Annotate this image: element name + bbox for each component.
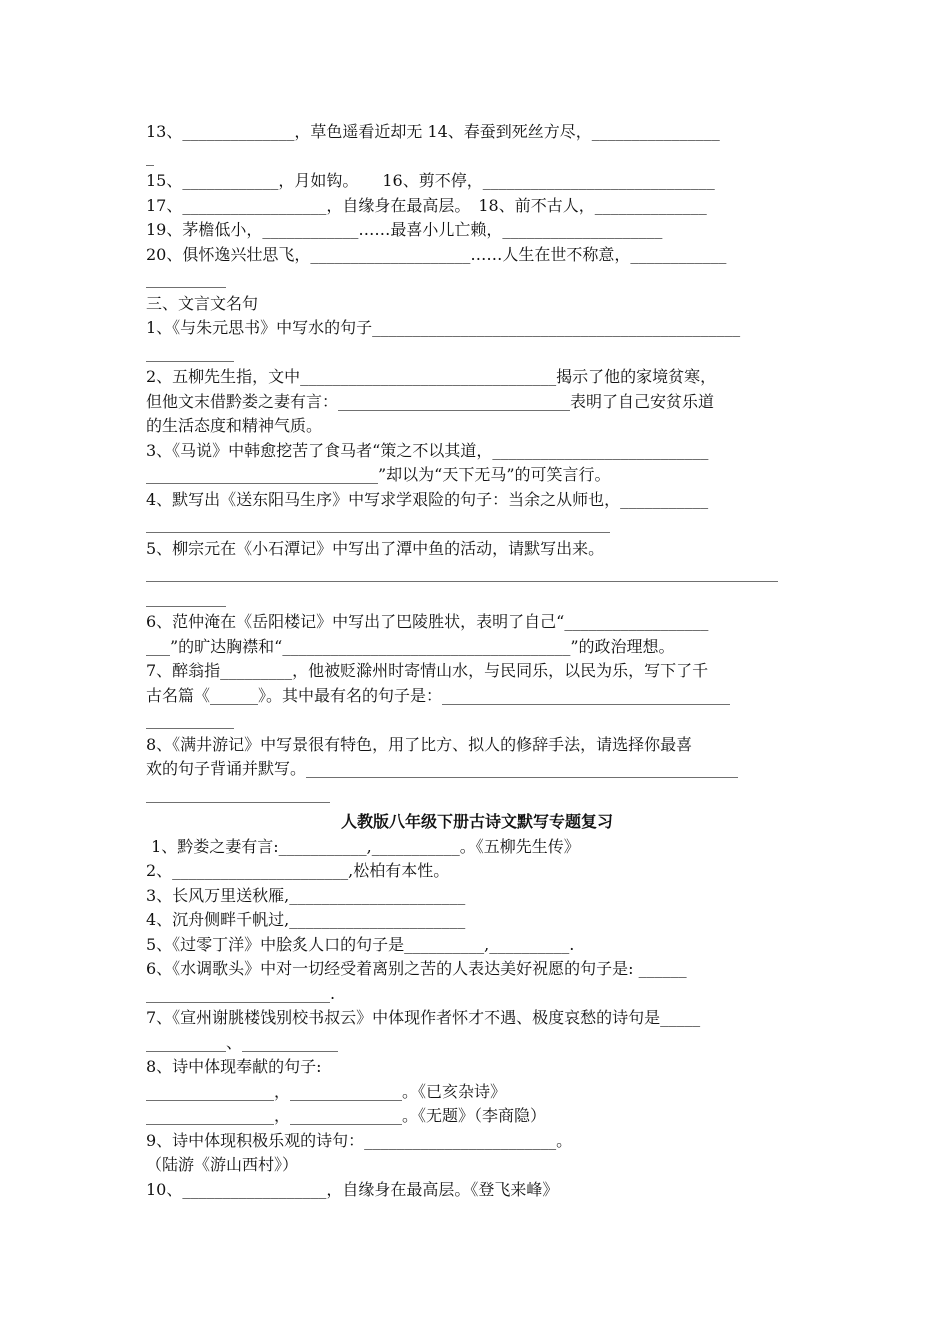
text-line: 5、柳宗元在《小石潭记》中写出了潭中鱼的活动，请默写出来。: [146, 538, 605, 558]
text-line: 1、《与朱元思书》中写水的句子______________________________________________: [146, 318, 741, 337]
text-line: 三、文言文名句: [146, 293, 259, 313]
text-line: __________: [146, 269, 226, 288]
text-line: ___________: [146, 710, 234, 729]
text-line: 7、《宣州谢朓楼饯别校书叔云》中体现作者怀才不遇、极度哀愁的诗句是_____: [146, 1008, 701, 1027]
text-line: __________、____________: [146, 1032, 339, 1052]
text-line: 2、五柳先生指，文中________________________________揭示了他的家境贫寒，: [146, 367, 717, 386]
text-line: 5、《过零丁洋》中脍炙人口的句子是__________,__________.: [146, 934, 575, 954]
text-line: 7、醉翁指_________，他被贬滁州时寄情山水，与民同乐，以民为乐，写下了千: [146, 661, 709, 680]
text-line: __________: [146, 587, 226, 607]
text-line: 17、__________________，自缘身在最高层。 18、前不古人，______________: [146, 195, 707, 215]
text-line: 10、__________________，自缘身在最高层。《登飞来峰》: [146, 1179, 559, 1199]
text-line: _____________________________”却以为“天下无马”的可笑言行。: [146, 465, 611, 484]
text-line: 的生活态度和精神气质。: [146, 416, 323, 435]
text-line: __________________________________________________________: [146, 514, 610, 533]
text-line: 欢的句子背诵并默写。______________________________________________________: [146, 759, 739, 778]
text-line: ___”的旷达胸襟和“____________________________________”的政治理想。: [146, 636, 675, 656]
text-line: 20、俱怀逸兴壮思飞，____________________……人生在世不称意，____________: [146, 244, 727, 264]
text-line: 6、范仲淹在《岳阳楼记》中写出了巴陵胜状，表明了自己“__________________: [146, 612, 709, 631]
page-title: 人教版八年级下册古诗文默写专题复习: [340, 812, 613, 831]
text-line: 13、______________，草色遥看近却无 14、春蚕到死丝方尽，________________: [146, 122, 720, 141]
section-poetry-recitation: [146, 120, 808, 806]
text-line: ________________，______________。《无题》（李商隐）: [146, 1106, 547, 1125]
text-line: 3、《马说》中韩愈挖苦了食马者“策之不以其道，___________________________: [146, 440, 709, 460]
text-line: 3、长风万里送秋雁,______________________: [146, 885, 466, 905]
worksheet-page: [146, 120, 808, 1202]
text-line: 1、黔娄之妻有言:___________,___________。《五柳先生传》: [146, 836, 580, 856]
text-line: _______________________.: [146, 983, 336, 1003]
text-line: 15、____________，月如钩。 16、剪不停，_____________________________: [146, 171, 715, 190]
text-line: 4、默写出《送东阳马生序》中写求学艰险的句子：当余之从师也，___________: [146, 489, 709, 509]
text-line: ___________: [146, 342, 234, 362]
text-line: ________________，______________。《已亥杂诗》: [146, 1081, 507, 1101]
text-line: 古名篇《______》。其中最有名的句子是：____________________________________: [146, 685, 731, 705]
text-line: 8、《满井游记》中写景很有特色，用了比方、拟人的修辞手法，请选择你最喜: [146, 734, 693, 754]
text-line: _______________________: [146, 783, 330, 803]
text-line: _______________________________________________________________________________: [146, 563, 778, 582]
text-line: 9、诗中体现积极乐观的诗句：________________________。: [146, 1130, 573, 1150]
text-line: 2、______________________,松柏有本性。: [146, 861, 450, 880]
text-line: 但他文末借黔娄之妻有言：_____________________________表明了自己安贫乐道: [146, 391, 715, 411]
text-line: （陆游《游山西村》）: [146, 1155, 299, 1174]
text-line: 19、茅檐低小，____________……最喜小儿亡赖，____________________: [146, 220, 663, 239]
text-line: 8、诗中体现奉献的句子:: [146, 1057, 322, 1076]
text-line: 6、《水调歌头》中对一切经受着离别之苦的人表达美好祝愿的句子是: ______: [146, 959, 687, 978]
text-line: 4、沉舟侧畔千帆过,______________________: [146, 910, 466, 929]
text-line: _: [146, 146, 154, 166]
section-review-questions: [146, 835, 808, 1203]
